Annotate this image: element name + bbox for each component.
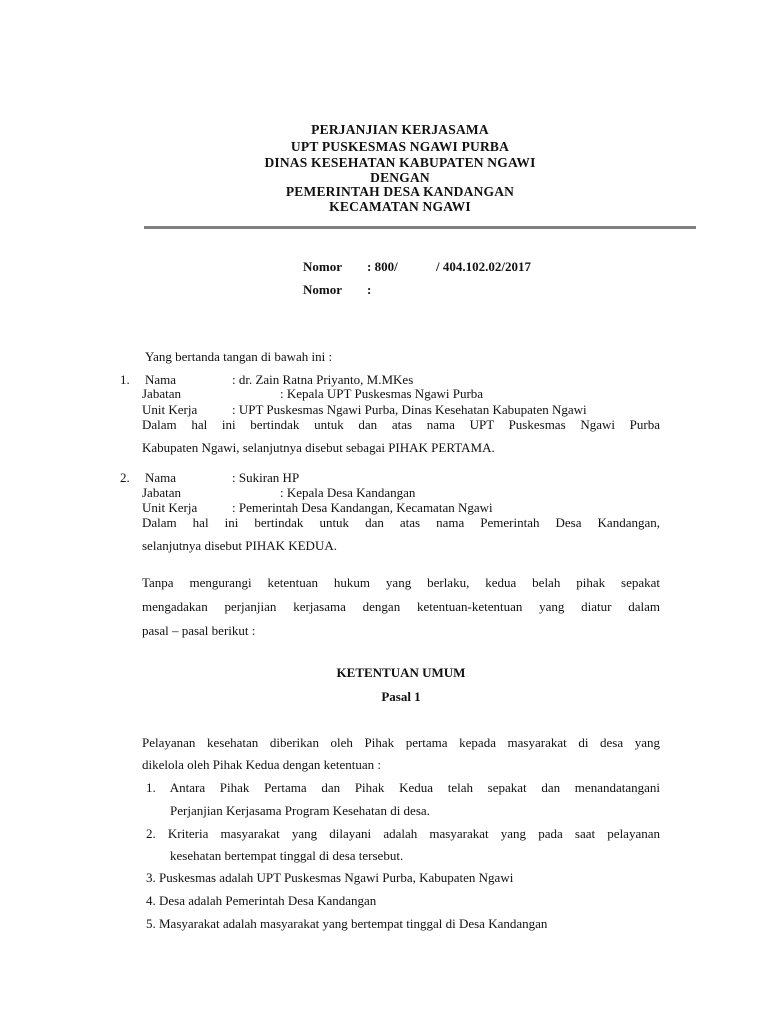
preamble-line-1: Tanpa mengurangi ketentuan hukum yang berlaku, kedua belah pihak sepakat	[142, 575, 660, 590]
nomor-value-1b: / 404.102.02/2017	[436, 259, 531, 274]
list-item-1-line-2: Perjanjian Kerjasama Program Kesehatan di desa.	[170, 803, 430, 818]
section-heading: KETENTUAN UMUM	[336, 665, 466, 680]
nomor-label-2: Nomor	[303, 282, 342, 297]
title-line-3: DINAS KESEHATAN KABUPATEN NGAWI	[264, 155, 536, 170]
party-1-nama-value: : dr. Zain Ratna Priyanto, M.MKes	[232, 372, 414, 387]
party-2-description-line-2: selanjutnya disebut PIHAK KEDUA.	[142, 538, 337, 553]
party-1-number: 1.	[120, 372, 130, 387]
document-title: PERJANJIAN KERJASAMA	[311, 122, 489, 137]
list-item-5: 5. Masyarakat adalah masyarakat yang bertempat tinggal di Desa Kandangan	[146, 916, 548, 931]
list-item-2-line-1: 2. Kriteria masyarakat yang dilayani adalah masyarakat yang pada saat pelayanan	[146, 826, 660, 841]
party-1-unit-label: Unit Kerja	[142, 402, 198, 417]
list-item-3: 3. Puskesmas adalah UPT Puskesmas Ngawi Purba, Kabupaten Ngawi	[146, 870, 514, 885]
party-2-description-line-1: Dalam hal ini bertindak untuk dan atas nama Pemerintah Desa Kandangan,	[142, 515, 660, 530]
party-1-jabatan-value: : Kepala UPT Puskesmas Ngawi Purba	[280, 386, 484, 401]
pasal-heading: Pasal 1	[381, 689, 421, 704]
intro-text: Yang bertanda tangan di bawah ini :	[145, 349, 333, 364]
party-2-jabatan-value: : Kepala Desa Kandangan	[280, 485, 416, 500]
pasal-1-intro-line-1: Pelayanan kesehatan diberikan oleh Pihak pertama kepada masyarakat di desa yang	[142, 735, 660, 750]
header-divider	[144, 226, 696, 229]
party-1-jabatan-label: Jabatan	[142, 386, 181, 401]
title-line-6: KECAMATAN NGAWI	[329, 199, 471, 214]
nomor-value-2: :	[367, 282, 372, 297]
nomor-value-1a: : 800/	[367, 259, 398, 274]
party-1-nama-label: Nama	[145, 372, 177, 387]
party-2-jabatan-label: Jabatan	[142, 485, 181, 500]
party-2-number: 2.	[120, 470, 130, 485]
title-line-2: UPT PUSKESMAS NGAWI PURBA	[290, 139, 510, 154]
party-2-unit-label: Unit Kerja	[142, 500, 198, 515]
party-1-description-line-2: Kabupaten Ngawi, selanjutnya disebut sebagai PIHAK PERTAMA.	[142, 440, 495, 455]
list-item-2-line-2: kesehatan bertempat tinggal di desa tersebut.	[170, 848, 404, 863]
preamble-line-2: mengadakan perjanjian kerjasama dengan ketentuan-ketentuan yang diatur dalam	[142, 599, 660, 614]
preamble-line-3: pasal – pasal berikut :	[142, 623, 256, 638]
party-2-nama-label: Nama	[145, 470, 177, 485]
list-item-4: 4. Desa adalah Pemerintah Desa Kandangan	[146, 893, 377, 908]
party-1-unit-value: : UPT Puskesmas Ngawi Purba, Dinas Kesehatan Kabupaten Ngawi	[232, 402, 587, 417]
party-2-nama-value: : Sukiran HP	[232, 470, 300, 485]
title-line-5: PEMERINTAH DESA KANDANGAN	[285, 184, 515, 199]
party-2-unit-value: : Pemerintah Desa Kandangan, Kecamatan Ngawi	[232, 500, 493, 515]
title-line-4: DENGAN	[370, 170, 430, 185]
pasal-1-intro-line-2: dikelola oleh Pihak Kedua dengan ketentuan :	[142, 757, 381, 772]
list-item-1-line-1: 1. Antara Pihak Pertama dan Pihak Kedua telah sepakat dan menandatangani	[146, 780, 660, 795]
nomor-label-1: Nomor	[303, 259, 342, 274]
party-1-description-line-1: Dalam hal ini bertindak untuk dan atas nama UPT Puskesmas Ngawi Purba	[142, 417, 660, 432]
